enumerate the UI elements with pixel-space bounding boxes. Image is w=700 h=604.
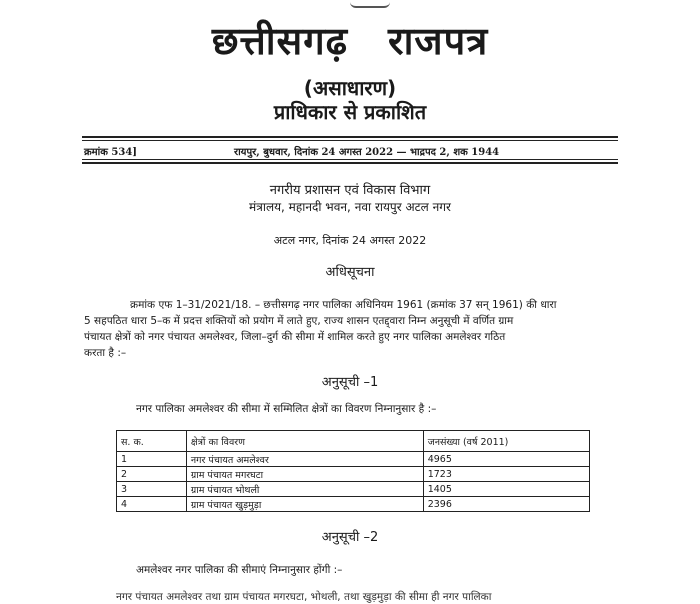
cell-area: ग्राम पंचायत मगरघटा [186,467,423,482]
state-emblem [350,0,390,8]
table-row [117,497,590,512]
cell-population: 4965 [423,452,589,467]
header-rule-bottom-thin [82,159,618,160]
cell-sn: 4 [117,497,187,512]
cell-population: 2396 [423,497,589,512]
header-rule-bottom [82,162,618,164]
place-date: अटल नगर, दिनांक 24 अगस्त 2022 [273,234,427,247]
gazette-authority: प्राधिकार से प्रकाशित [273,100,427,124]
table-row [117,467,590,482]
table-header-row [117,431,590,452]
cell-sn: 2 [117,467,187,482]
body-line: 5 सहपठित धारा 5–क में प्रदत्त शक्तियों को प्रयोग में लाते हुए, राज्य शासन एतद्द्वारा निम्न अनुसूची में वर्णित ग्राम [84,315,514,327]
cell-area: नगर पंचायत अमलेश्वर [186,452,423,467]
gazette-title-word: राजपत्र [388,19,489,63]
department-name: नगरीय प्रशासन एवं विकास विभाग [269,183,431,198]
schedule-2-text-cut: नगर पंचायत अमलेश्वर तथा ग्राम पंचायत मगरघटा, भोथली, तथा खुड़मुड़ा की सीमा ही नगर पालिका [116,591,492,603]
cell-sn: 1 [117,452,187,467]
department-address: मंत्रालय, महानदी भवन, नवा रायपुर अटल नगर [249,200,451,214]
cell-area: ग्राम पंचायत भोथली [186,482,423,497]
issue-date: रायपुर, बुधवार, दिनांक 24 अगस्त 2022 — भाद्रपद 2, शक 1944 [234,147,500,158]
notification-heading: अधिसूचना [325,265,375,280]
gazette-title [0,14,700,66]
column-header-area: क्षेत्रों का विवरण [186,431,423,452]
gazette-title-state: छत्तीसगढ़ [211,19,349,63]
body-line: क्रमांक एफ 1–31/2021/18. – छत्तीसगढ़ नगर पालिका अधिनियम 1961 (क्रमांक 37 सन् 1961) की धारा [130,299,557,311]
schedule-1-intro: नगर पालिका अमलेश्वर की सीमा में सम्मिलित क्षेत्रों का विवरण निम्नानुसार है :– [136,403,437,415]
column-header-sn: स. क. [117,431,187,452]
cell-population: 1405 [423,482,589,497]
schedule-2-intro: अमलेश्वर नगर पालिका की सीमाएं निम्नानुसार होंगी :– [136,564,343,576]
gazette-type: (असाधारण) [303,76,397,100]
header-rule-top [82,136,618,138]
areas-table [116,430,590,512]
column-header-population: जनसंख्या (वर्ष 2011) [423,431,589,452]
notification-body [84,297,618,361]
schedule-1-heading: अनुसूची –1 [321,375,379,390]
schedule-2-heading: अनुसूची –2 [321,530,379,545]
issue-number: क्रमांक 534] [84,147,138,158]
body-line: करता है :– [84,347,127,359]
body-line: पंचायत क्षेत्रों को नगर पंचायत अमलेश्वर, जिला–दुर्ग की सीमा में शामिल करते हुए नगर पालिका अमलेश्वर गठित [84,331,506,343]
cell-area: ग्राम पंचायत खुड़मुड़ा [186,497,423,512]
cell-population: 1723 [423,467,589,482]
header-rule-top-thin [82,140,618,141]
table-row [117,482,590,497]
table-row [117,452,590,467]
cell-sn: 3 [117,482,187,497]
